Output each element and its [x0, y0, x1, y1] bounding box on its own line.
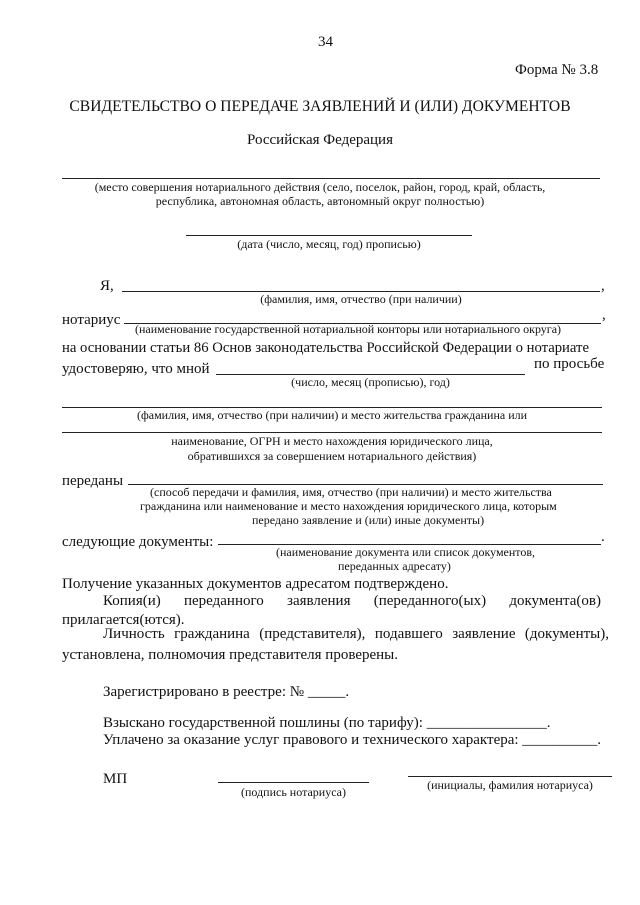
initials-line[interactable]	[408, 776, 612, 777]
fio-hint: (фамилия, имя, отчество (при наличии)	[260, 292, 462, 306]
copy-line-2: прилагается(ются).	[62, 612, 185, 628]
basis-line: на основании статьи 86 Основ законодательства Российской Федерации о нотариате	[62, 340, 589, 356]
notary-label: нотариус	[62, 312, 121, 328]
paid-amount-field[interactable]: __________.	[522, 732, 602, 748]
applicant-line-2[interactable]	[62, 432, 602, 433]
place-field-line[interactable]	[62, 178, 600, 179]
date-field-line[interactable]	[186, 235, 472, 236]
identity-word-6: (документы),	[524, 626, 609, 642]
country-name: Российская Федерация	[247, 132, 393, 148]
place-hint-2: республика, автономная область, автономный округ полностью)	[155, 194, 485, 208]
identity-word-4: подавшего	[374, 626, 443, 642]
paid-line	[103, 733, 601, 748]
copy-word-2: переданного	[183, 593, 264, 609]
certify-date-hint: (число, месяц (прописью), год)	[291, 375, 450, 389]
legal-entity-hint-2: обратившихся за совершением нотариального действия)	[187, 449, 477, 463]
page-number: 34	[318, 34, 333, 50]
transfer-hint-2: гражданина или наименование и место нахождения юридического лица, которым	[140, 499, 557, 513]
citizen-hint: (фамилия, имя, отчество (при наличии) и место жительства гражданина или	[136, 408, 528, 422]
documents-period: .	[601, 529, 605, 545]
transfer-hint-3: передано заявление и (или) иные документы)	[252, 513, 485, 527]
identity-word-5: заявление	[452, 626, 516, 642]
date-hint: (дата (число, месяц, год) прописью)	[237, 237, 421, 251]
documents-hint-1: (наименование документа или список документов,	[276, 545, 536, 559]
copy-word-4: (переданного(ых)	[373, 593, 487, 609]
notary-office-comma: ,	[602, 307, 606, 323]
duty-label: Взыскано государственной пошлины (по тарифу):	[103, 715, 423, 731]
legal-entity-hint-1: наименование, ОГРН и место нахождения юридического лица,	[171, 434, 493, 448]
copy-word-3: заявления	[287, 593, 351, 609]
i-label: Я,	[100, 278, 114, 294]
registered-label	[103, 685, 349, 700]
duty-amount-field[interactable]: ________________.	[426, 715, 551, 731]
signature-hint: (подпись нотариуса)	[240, 785, 347, 799]
documents-label: следующие документы:	[62, 534, 214, 550]
copy-line	[103, 594, 601, 609]
signature-line[interactable]	[218, 782, 369, 783]
certify-label: удостоверяю, что мной	[62, 361, 210, 377]
duty-line	[103, 716, 550, 731]
notary-hint: (наименование государственной нотариальной конторы или нотариального округа)	[135, 322, 562, 336]
identity-line-2: установлена, полномочия представителя проверены.	[62, 647, 398, 663]
notary-name-comma: ,	[601, 278, 605, 294]
receipt-confirmed: Получение указанных документов адресатом подтверждено.	[62, 576, 449, 592]
paid-label: Уплачено за оказание услуг правового и технического характера:	[103, 732, 519, 748]
document-title: СВИДЕТЕЛЬСТВО О ПЕРЕДАЧЕ ЗАЯВЛЕНИЙ И (ИЛИ) ДОКУМЕНТОВ	[69, 98, 571, 115]
transferred-label: переданы	[62, 473, 124, 489]
registered-number-field[interactable]: _____.	[307, 684, 350, 700]
registered-text: Зарегистрировано в реестре: №	[103, 684, 305, 700]
documents-hint-2: переданных адресату)	[338, 559, 451, 573]
identity-word-2: гражданина	[174, 626, 250, 642]
identity-line	[103, 627, 609, 642]
identity-word-3: (представителя),	[259, 626, 366, 642]
copy-word-1: Копия(и)	[103, 593, 161, 609]
transfer-hint-1: (способ передачи и фамилия, имя, отчество (при наличии) и место жительства	[150, 485, 552, 499]
by-request-label: по просьбе	[534, 356, 605, 372]
seal-label: МП	[103, 771, 128, 787]
copy-word-5: документа(ов)	[509, 593, 601, 609]
form-number: Форма № 3.8	[515, 62, 599, 78]
initials-hint: (инициалы, фамилия нотариуса)	[427, 778, 593, 792]
place-hint-1: (место совершения нотариального действия (село, поселок, район, город, край, область,	[94, 180, 546, 194]
identity-word-1: Личность	[103, 626, 165, 642]
